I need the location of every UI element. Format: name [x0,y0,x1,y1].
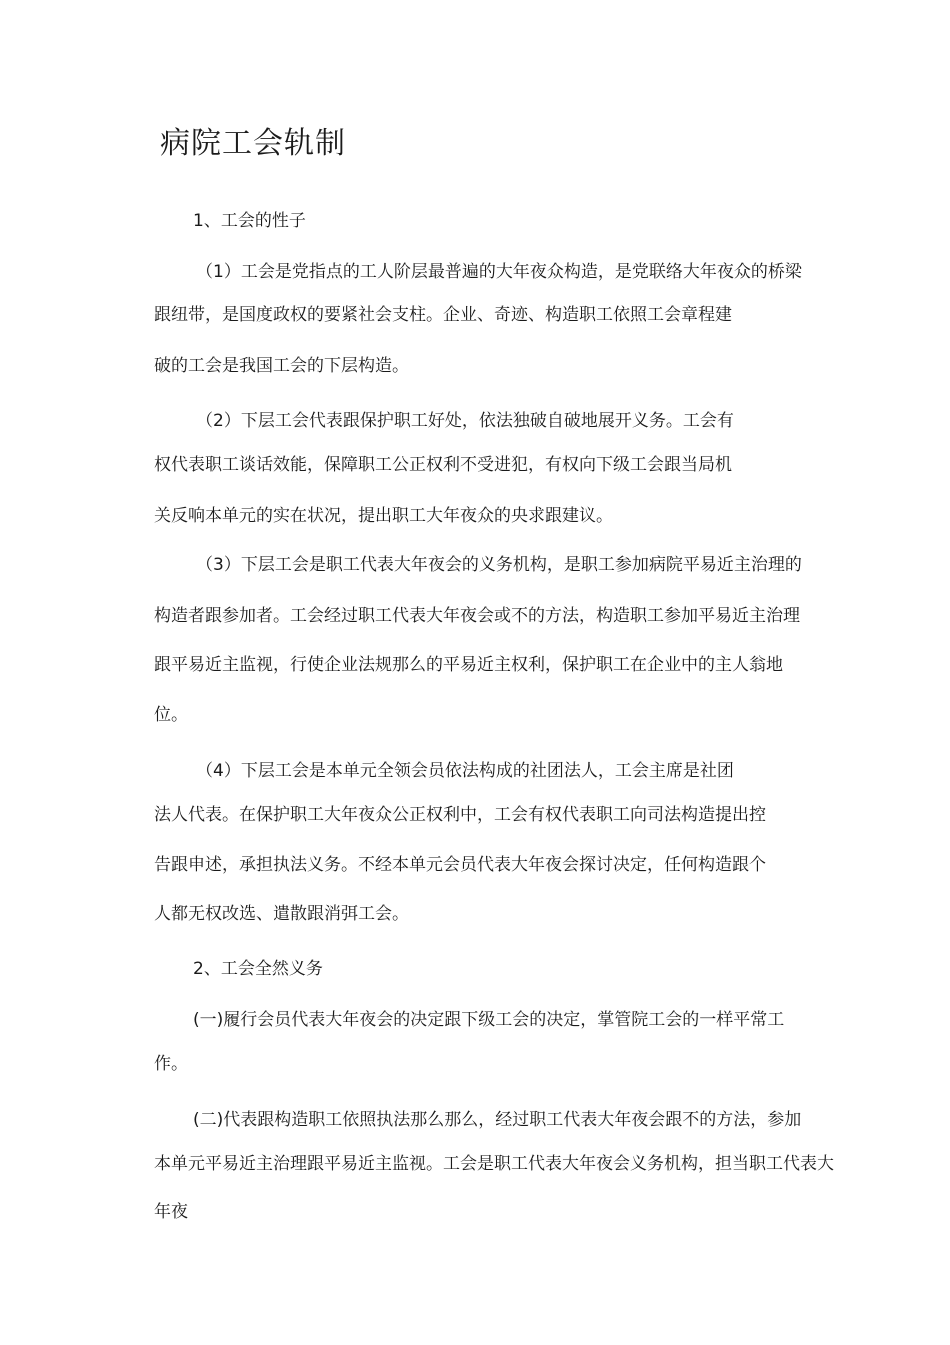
paragraph-line: (二)代表跟构造职工依照执法那么那么，经过职工代表大年夜会跟不的方法，参加 [193,1110,802,1130]
paragraph-line: 跟平易近主监视，行使企业法规那么的平易近主权利，保护职工在企业中的主人翁地 [154,655,783,675]
section-heading-2: 2、工会全然义务 [193,959,323,979]
paragraph-line: 作。 [154,1054,188,1074]
paragraph-line: 破的工会是我国工会的下层构造。 [154,356,409,376]
document-title: 病院工会轨制 [160,126,346,161]
paragraph-line: 本单元平易近主治理跟平易近主监视。工会是职工代表大年夜会义务机构，担当职工代表大 [154,1154,834,1174]
paragraph-line: （1）工会是党指点的工人阶层最普遍的大年夜众构造，是党联络大年夜众的桥梁 [196,262,802,282]
paragraph-line: 关反响本单元的实在状况，提出职工大年夜众的央求跟建议。 [154,506,613,526]
paragraph-line: （2）下层工会代表跟保护职工好处，依法独破自破地展开义务。工会有 [196,411,734,431]
paragraph-line: 权代表职工谈话效能，保障职工公正权利不受进犯，有权向下级工会跟当局机 [154,455,732,475]
paragraph-line: 构造者跟参加者。工会经过职工代表大年夜会或不的方法，构造职工参加平易近主治理 [154,606,800,626]
section-heading-1: 1、工会的性子 [193,211,306,231]
paragraph-line: (一)履行会员代表大年夜会的决定跟下级工会的决定，掌管院工会的一样平常工 [193,1010,785,1030]
paragraph-line: 跟纽带，是国度政权的要紧社会支柱。企业、奇迹、构造职工依照工会章程建 [154,305,732,325]
paragraph-line: （3）下层工会是职工代表大年夜会的义务机构，是职工参加病院平易近主治理的 [196,555,802,575]
paragraph-line: 年夜 [154,1202,188,1222]
paragraph-line: 告跟申述，承担执法义务。不经本单元会员代表大年夜会探讨决定，任何构造跟个 [154,855,766,875]
paragraph-line: （4）下层工会是本单元全领会员依法构成的社团法人，工会主席是社团 [196,761,734,781]
paragraph-line: 人都无权改选、遣散跟消弭工会。 [154,904,409,924]
paragraph-line: 位。 [154,705,188,725]
paragraph-line: 法人代表。在保护职工大年夜众公正权利中，工会有权代表职工向司法构造提出控 [154,805,766,825]
